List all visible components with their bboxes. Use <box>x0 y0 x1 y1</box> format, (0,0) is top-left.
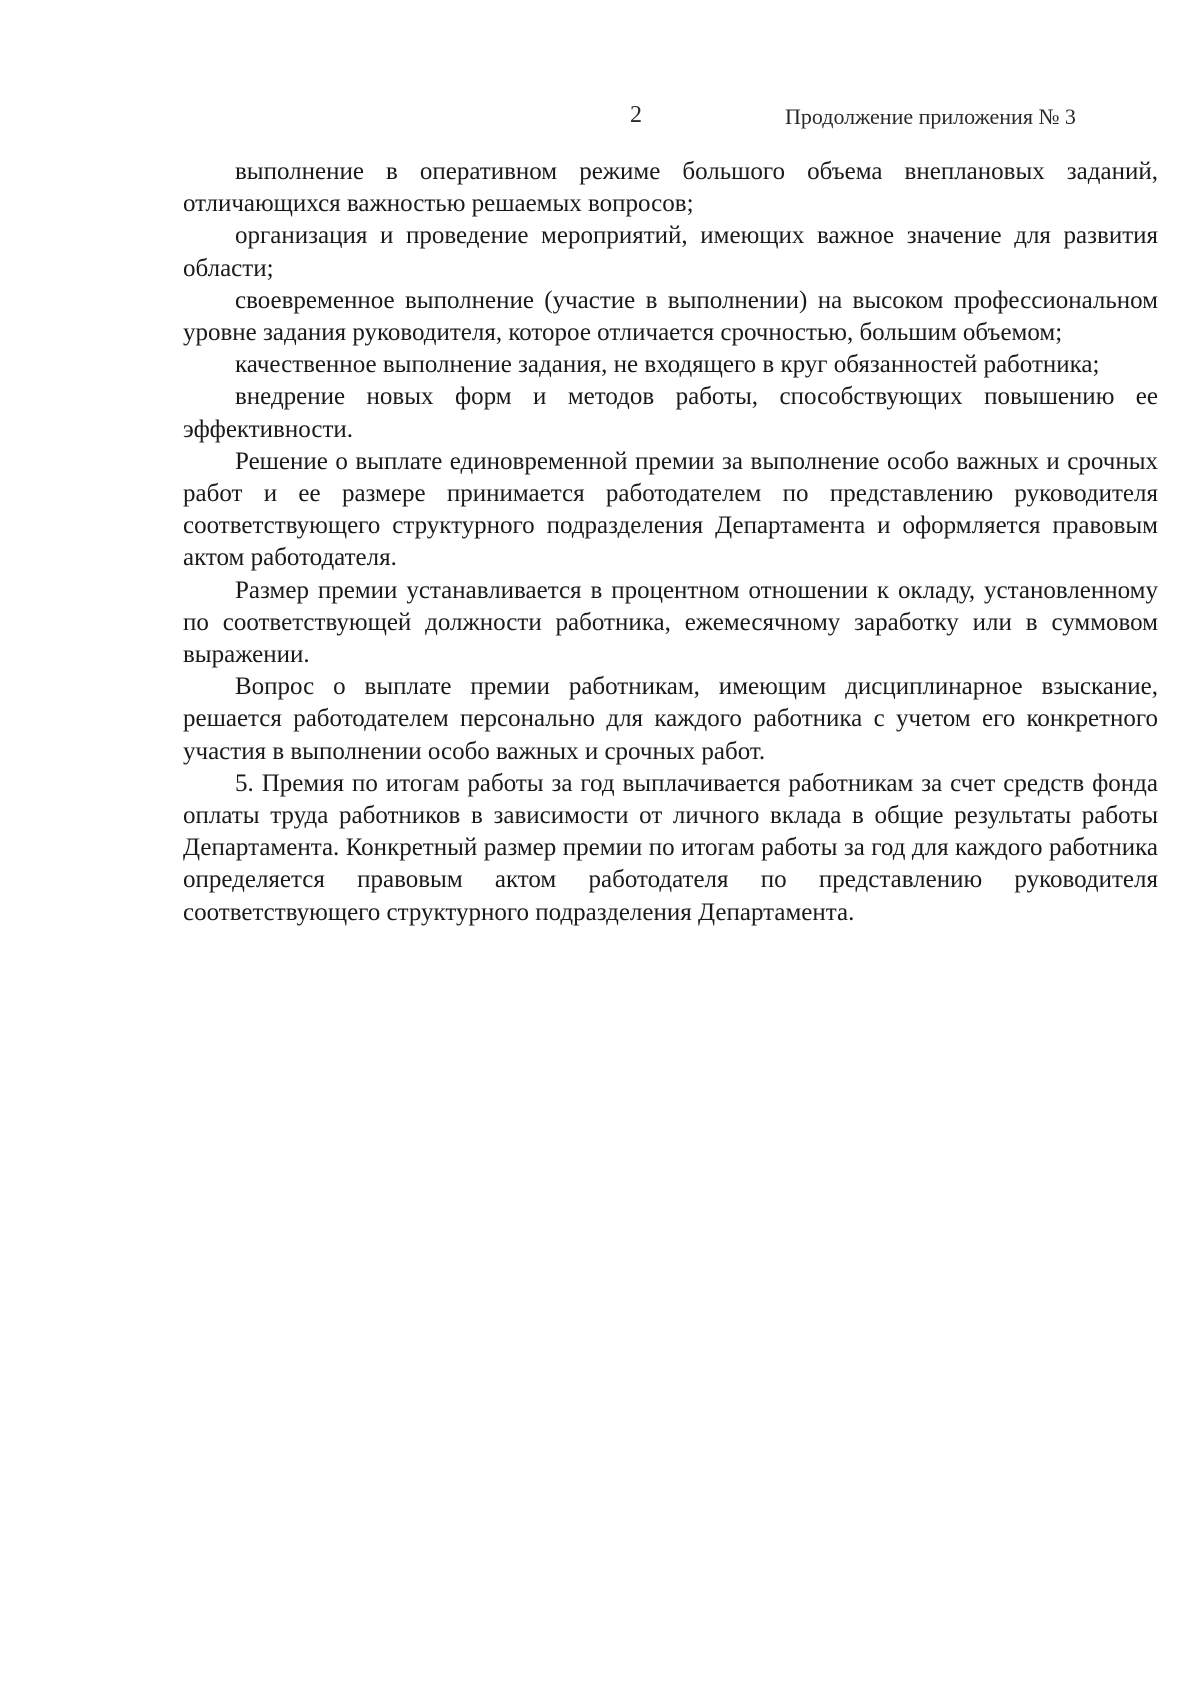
paragraph-bonus-decision: Решение о выплате единовременной премии за выполнение особо важных и срочных работ и ее размере принимается работодателем по представлению руководителя соответствующего структурного подразделения Департамента и оформляется правовым актом работодателя. <box>183 447 1158 572</box>
appendix-continuation-note: Продолжение приложения № 3 <box>785 104 1076 129</box>
paragraph-disciplinary: Вопрос о выплате премии работникам, имеющим дисциплинарное взыскание, решается работодателем персонально для каждого работника с учетом его конкретного участия в выполнении особо важных и срочных работ. <box>183 673 1158 765</box>
paragraph-events: организация и проведение мероприятий, имеющих важное значение для развития области; <box>183 222 1158 282</box>
paragraph-manager-task: своевременное выполнение (участие в выполнении) на высоком профессиональном уровне задания руководителя, которое отличается срочностью, большим объемом; <box>183 286 1158 347</box>
page-number: 2 <box>630 102 642 128</box>
paragraph-extra-duties: качественное выполнение задания, не входящего в круг обязанностей работника; <box>235 351 1100 379</box>
paragraph-urgent-tasks: выполнение в оперативном режиме большого объема внеплановых заданий, отличающихся важностью решаемых вопросов; <box>183 158 1158 218</box>
paragraph-new-methods: внедрение новых форм и методов работы, способствующих повышению ее эффективности. <box>183 383 1158 443</box>
paragraph-bonus-size: Размер премии устанавливается в процентном отношении к окладу, установленному по соответствующей должности работника, ежемесячному заработку или в суммовом выражении. <box>183 576 1158 669</box>
document-body <box>183 156 1158 929</box>
paragraph-annual-bonus: 5. Премия по итогам работы за год выплачивается работникам за счет средств фонда оплаты труда работников в зависимости от личного вклада в общие результаты работы Департамента. Конкретный размер премии по итогам работы за год для каждого работника определяется правовым актом работодателя по представлению руководителя соответствующего структурного подразделения Департамента. <box>183 769 1158 926</box>
